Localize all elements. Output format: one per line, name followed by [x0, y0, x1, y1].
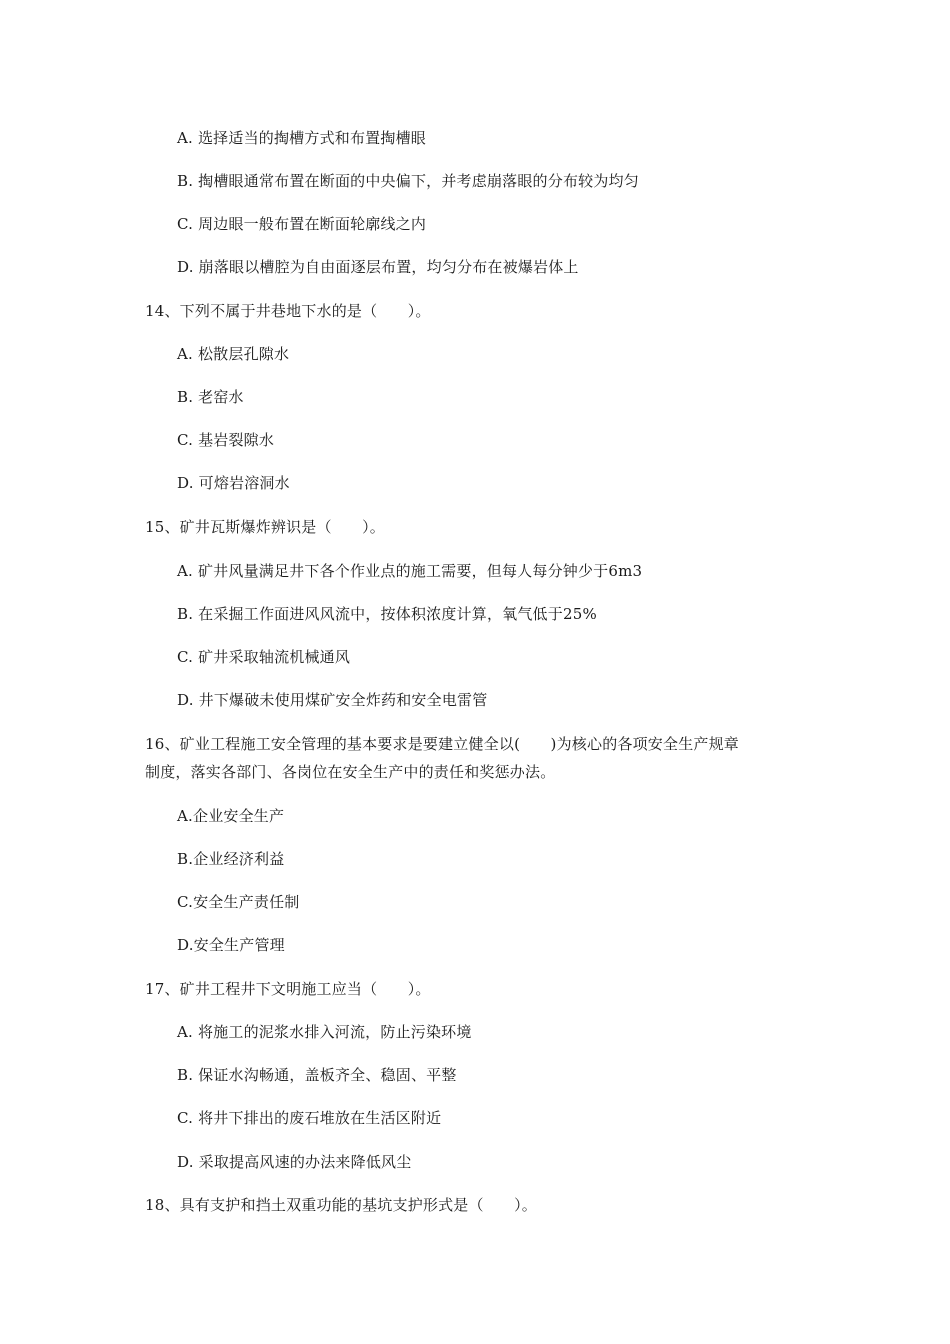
q15-option-a: A. 矿井风量满足井下各个作业点的施工需要，但每人每分钟少于6m3 [177, 562, 643, 580]
q16-option-d: D.安全生产管理 [177, 936, 285, 954]
q14-option-d: D. 可熔岩溶洞水 [177, 474, 290, 492]
q15-option-d: D. 井下爆破未使用煤矿安全炸药和安全电雷管 [177, 691, 488, 709]
q13-option-a: A. 选择适当的掏槽方式和布置掏槽眼 [177, 129, 426, 147]
q14-option-a: A. 松散层孔隙水 [177, 345, 290, 363]
q14-option-b: B. 老窑水 [177, 388, 244, 406]
question-16-continued: 制度，落实各部门、各岗位在安全生产中的责任和奖惩办法。 [145, 763, 556, 781]
question-16: 16、矿业工程施工安全管理的基本要求是要建立健全以( )为核心的各项安全生产规章 [145, 735, 739, 753]
q16-option-c: C.安全生产责任制 [177, 893, 300, 911]
q17-option-a: A. 将施工的泥浆水排入河流，防止污染环境 [177, 1023, 472, 1041]
question-14: 14、下列不属于井巷地下水的是（ ）。 [145, 302, 431, 320]
q16-option-a: A.企业安全生产 [177, 807, 285, 825]
q17-option-c: C. 将井下排出的废石堆放在生活区附近 [177, 1109, 442, 1127]
q15-option-b: B. 在采掘工作面进风风流中，按体积浓度计算，氧气低于25% [177, 605, 597, 623]
q15-option-c: C. 矿井采取轴流机械通风 [177, 648, 351, 666]
q13-option-c: C. 周边眼一般布置在断面轮廓线之内 [177, 215, 427, 233]
q16-option-b: B.企业经济利益 [177, 850, 285, 868]
q14-option-c: C. 基岩裂隙水 [177, 431, 275, 449]
q17-option-b: B. 保证水沟畅通，盖板齐全、稳固、平整 [177, 1066, 457, 1084]
q13-option-d: D. 崩落眼以槽腔为自由面逐层布置，均匀分布在被爆岩体上 [177, 258, 579, 276]
question-15: 15、矿井瓦斯爆炸辨识是（ ）。 [145, 518, 385, 536]
question-18: 18、具有支护和挡土双重功能的基坑支护形式是（ ）。 [145, 1196, 537, 1214]
q17-option-d: D. 采取提高风速的办法来降低风尘 [177, 1153, 412, 1171]
question-17: 17、矿井工程井下文明施工应当（ ）。 [145, 980, 431, 998]
q13-option-b: B. 掏槽眼通常布置在断面的中央偏下，并考虑崩落眼的分布较为均匀 [177, 172, 639, 190]
